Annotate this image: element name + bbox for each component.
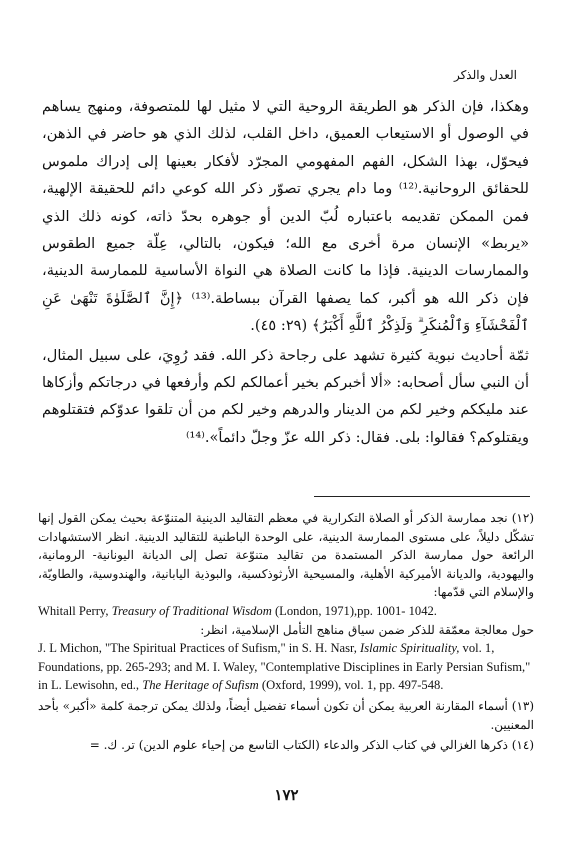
citation-2-book-title: The Heritage of Sufism <box>142 678 259 693</box>
citation-2-part-e: (Oxford, 1999), vol. 1, pp. 497-548. <box>261 678 444 693</box>
citation-details: (London, 1971),pp. 1001- 1042. <box>274 603 437 618</box>
footnote-12 <box>38 509 534 695</box>
footnote-12-arabic: (١٢) نجد ممارسة الذكر أو الصلاة التكرارية في معظم التقاليد الدينية المتنوّعة بحيث يمكن القول إنها تشكّل دليلاً، على مستوى الممارسة الدينية، على الوحدة الباطنية للتقاليد الدينية. انظر الاستشهادات الرائعة حول ممارسة الذكر المستمدة من تقاليد متنوّعة تصل إلى الديانة اليونانية- الرومانية، واليهودية، والديانة الأميركية الأهلية، والمسيحية الأرثوذكسية، والبوذية اليابانية، والهندوسية، والطاويّة، والإسلام التي قدّمها: <box>38 511 534 600</box>
citation-title: Treasury of Traditional Wisdom <box>111 603 272 618</box>
footnote-12-citation-2 <box>38 639 534 695</box>
main-body <box>42 93 529 451</box>
footnote-13: (١٣) أسماء المقارنة العربية يمكن أن تكون أسماء تفضيل أيضاً، ولذلك يمكن ترجمة كلمة «أكبر» بأحد المعنيين. <box>38 698 535 732</box>
footnote-divider <box>314 496 530 497</box>
paragraph-1 <box>42 93 529 340</box>
footnotes <box>38 509 534 757</box>
quran-verse: ﴿إِنَّ ٱلصَّلَوٰةَ تَنْهَىٰ عَنِ ٱلْفَحْشَآءِ وَٱلْمُنكَرِ ۗ وَلَذِكْرُ ٱللَّهِ أَكْبَرُ﴾ <box>42 289 529 335</box>
footnote-14: (١٤) ذكرها الغزالي في كتاب الذكر والدعاء (الكتاب التاسع من إحياء علوم الدين) تر. ك. = <box>89 738 534 753</box>
citation-2-part-a: J. L Michon, "The Spiritual Practices of Sufism," in S. H. Nasr, <box>38 641 357 656</box>
page-number: ١٧٢ <box>274 786 299 804</box>
footnote-12-arabic-continued: حول معالجة معمّقة للذكر ضمن سياق مناهج التأمل الإسلامية، انظر: <box>200 622 534 637</box>
verse-reference: (٢٩: ٤٥). <box>250 317 308 335</box>
citation-2-part-c: vol. 1, Foundations, pp. 265-293; and M. I. Waley, "Contemplative Disciplines in Early Persian Sufism," in L. Lewisohn, ed., <box>38 641 531 693</box>
citation-author: Whitall Perry, <box>38 603 109 618</box>
citation-2-title: Islamic Spirituality, <box>360 641 460 656</box>
footnote-12-citation <box>38 602 534 621</box>
paragraph-1-text: وهكذا، فإن الذكر هو الطريقة الروحية التي لا مثيل لها للمتصوفة، ومنهج يساهم في الوصول أو الاستيعاب العميق، داخل القلب، لذلك الذي هو حاضر في الذهن، فيحوّل، بهذا الشكل، الفهم المفهومي المجرّد لأفكار بعينها إلى إدراك ملموس للحقائق الروحانية.⁽¹²⁾ وما دام يجري تصوّر ذكر الله كوعي دائم للحقيقة الإلهية، فمن الممكن تقديمه باعتباره لُبّ الدين أو جوهره بحدّ ذاته، كونه ذلك الذي «يربط» الإنسان مرة أخرى مع الله؛ فيكون، بالتالي، عِلّة جميع الطقوس والممارسات الدينية. فإذا ما كانت الصلاة هي النواة الأساسية للممارسة الدينية، فإن ذكر الله هو أكبر، كما يصفها القرآن ببساطة.⁽¹³⁾ <box>42 98 529 307</box>
running-header: العدل والذكر <box>453 68 517 82</box>
paragraph-2: ثمّة أحاديث نبوية كثيرة تشهد على رجاحة ذكر الله. فقد رُوِيَ، على سبيل المثال، أن النبي سأل أصحابه: «ألا أخبركم بخير أعمالكم لكم وأرفعها في درجاتكم وأزكاها عند مليككم وخير لكم من الدينار والدرهم وخير لكم من أن تلقوا عدوّكم فتقتلوهم ويقتلوكم؟ فقالوا: بلى. فقال: ذكر الله عزّ وجلّ دائماً».⁽¹⁴⁾ <box>42 346 529 446</box>
